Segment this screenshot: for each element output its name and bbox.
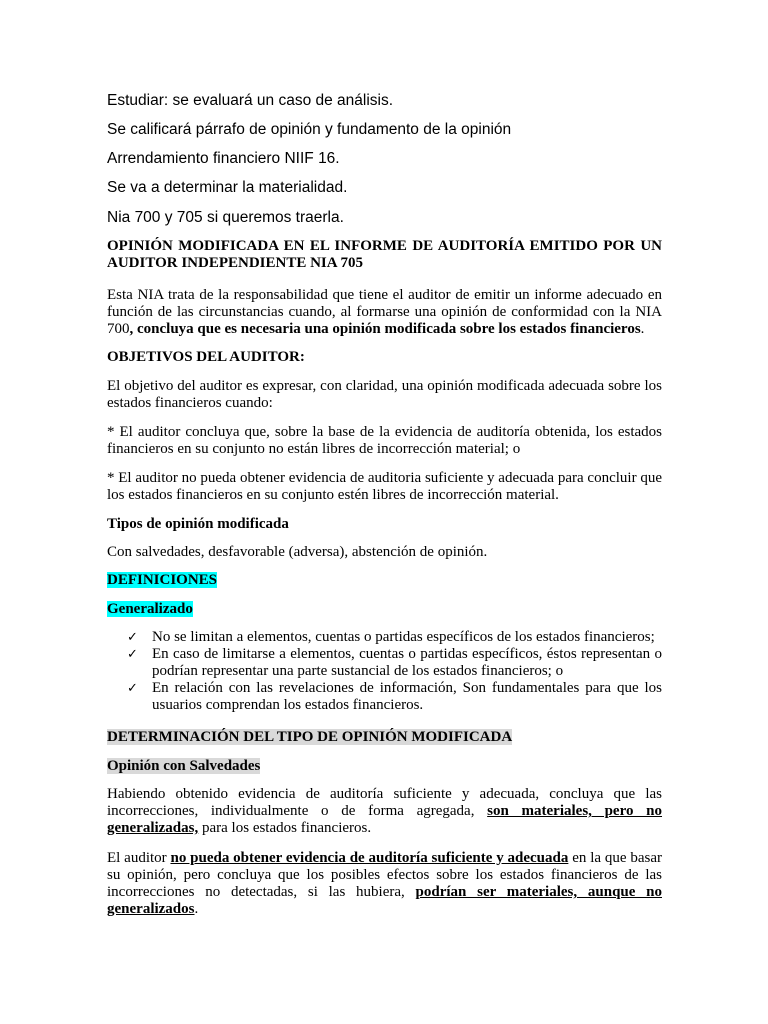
salvedades-paragraph-1 <box>107 786 662 837</box>
p1-underlined: son materiales, pero no generalizadas, <box>107 803 663 836</box>
checklist-item <box>127 629 662 646</box>
objetivos-item-1: * El auditor concluya que, sobre la base de la evidencia de auditoría obtenida, los estados financieros en su conjunto no están libres de incorrección material; o <box>107 424 662 457</box>
generalizado-subheading <box>107 601 662 618</box>
intro-bold: , concluya que es necesaria una opinión modificada sobre los estados financieros <box>129 321 641 337</box>
generalizado-text: Generalizado <box>107 601 193 617</box>
checklist-item <box>127 680 662 714</box>
p2-text-a: El auditor <box>107 850 171 866</box>
p2-text-c: . <box>194 901 199 917</box>
checkmark-icon: ✓ <box>127 647 138 662</box>
note-line-1: Estudiar: se evaluará un caso de análisis. <box>107 92 394 109</box>
objetivos-intro: El objetivo del auditor es expresar, con claridad, una opinión modificada adecuada sobre los estados financieros cuando: <box>107 378 662 411</box>
note-line-3: Arrendamiento financiero NIIF 16. <box>107 150 340 167</box>
definiciones-heading-text: DEFINICIONES <box>107 572 218 588</box>
intro-paragraph <box>107 287 662 338</box>
intro-text: Esta NIA trata de la responsabilidad que tiene el auditor de emitir un informe adecuado en función de las circunstancias cuando, al formarse una opinión de conformidad con la NIA 700 <box>107 287 662 337</box>
checkmark-icon: ✓ <box>127 630 138 645</box>
salvedades-subheading <box>107 758 662 775</box>
p1-text-a: Habiendo obtenido evidencia de auditoría suficiente y adecuada, concluya que las incorrecciones, individualmente o de forma agregada, <box>107 786 662 819</box>
p2-text-b: en la que basar su opinión, pero concluya que los posibles efectos sobre los estados financieros de las incorrecciones no detectadas, si las hubiera, <box>107 850 662 900</box>
objetivos-heading: OBJETIVOS DEL AUDITOR: <box>107 349 305 365</box>
p2-underlined-1: no pueda obtener evidencia de auditoría suficiente y adecuada <box>170 850 569 866</box>
checklist-item-text: En relación con las revelaciones de información, Son fundamentales para que los usuarios comprendan los estados financieros. <box>152 680 662 713</box>
objetivos-item-2: * El auditor no pueda obtener evidencia de auditoria suficiente y adecuada para concluir que los estados financieros en su conjunto estén libres de incorrección material. <box>107 470 662 503</box>
checklist-item <box>127 646 662 680</box>
tipos-heading: Tipos de opinión modificada <box>107 516 289 532</box>
salvedades-paragraph-2 <box>107 850 662 918</box>
definiciones-heading <box>107 572 662 589</box>
checklist-item-text: En caso de limitarse a elementos, cuentas o partidas específicos, éstos representan o podrían representar una parte sustancial de los estados financieros; o <box>152 646 662 679</box>
note-line-5: Nia 700 y 705 si queremos traerla. <box>107 209 344 226</box>
note-line-2: Se calificará párrafo de opinión y fundamento de la opinión <box>107 121 512 138</box>
p1-text-b: para los estados financieros. <box>198 820 372 836</box>
checklist-item-text: No se limitan a elementos, cuentas o partidas específicos de los estados financieros; <box>152 629 655 645</box>
p2-underlined-2: podrían ser materiales, aunque no generalizados <box>107 884 662 917</box>
checkmark-icon: ✓ <box>127 681 138 696</box>
tipos-text: Con salvedades, desfavorable (adversa), abstención de opinión. <box>107 544 488 560</box>
salvedades-text: Opinión con Salvedades <box>107 758 261 774</box>
determinacion-heading <box>107 729 662 746</box>
generalizado-checklist <box>127 629 662 714</box>
note-line-4: Se va a determinar la materialidad. <box>107 179 348 196</box>
intro-end: . <box>640 321 645 337</box>
determinacion-heading-text: DETERMINACIÓN DEL TIPO DE OPINIÓN MODIFICADA <box>107 729 513 745</box>
main-heading: OPINIÓN MODIFICADA EN EL INFORME DE AUDITORÍA EMITIDO POR UN AUDITOR INDEPENDIENTE NIA 705 <box>107 238 662 271</box>
